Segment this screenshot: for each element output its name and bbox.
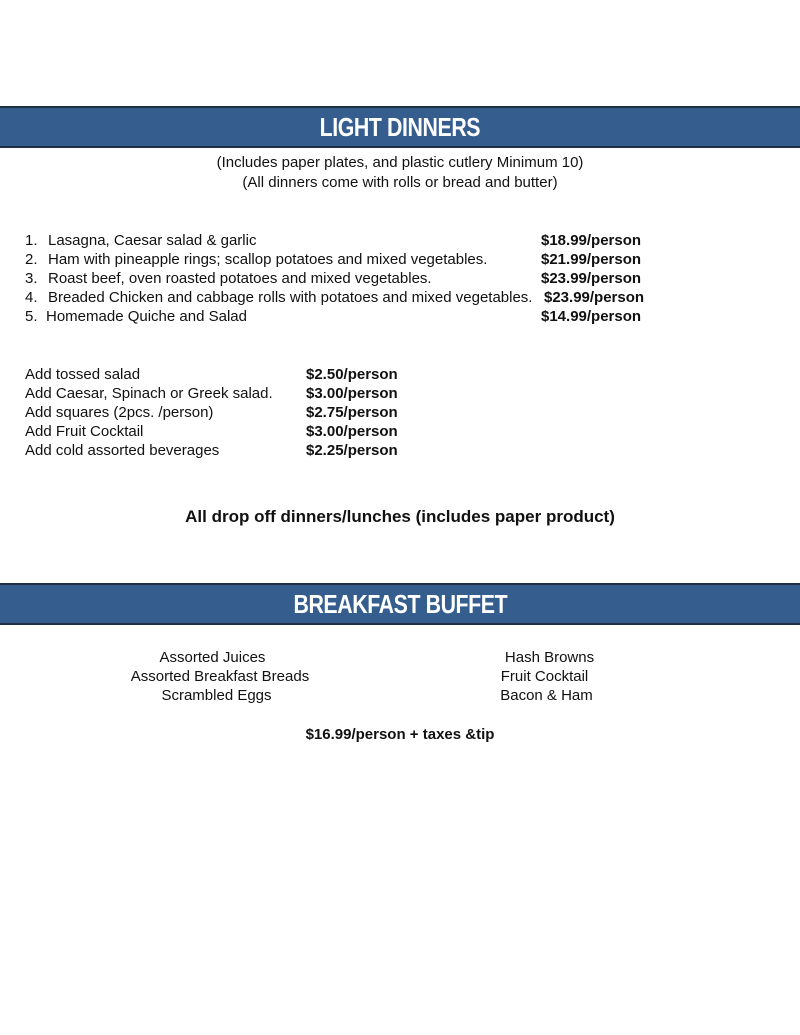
addon-price: $2.50/person	[306, 366, 398, 383]
breakfast-buffet-banner	[0, 583, 800, 625]
addon-price: $2.25/person	[306, 442, 398, 459]
breakfast-item: Scrambled Eggs	[161, 687, 272, 704]
dinner-item-price: $18.99/person	[541, 232, 642, 249]
light-dinners-note-1: (Includes paper plates, and plastic cutlery Minimum 10)	[216, 154, 584, 171]
light-dinners-note-2: (All dinners come with rolls or bread and butter)	[242, 174, 558, 191]
dinner-item-number: 4.	[25, 289, 38, 306]
addon-name: Add cold assorted beverages	[25, 442, 220, 459]
dinner-item-number: 1.	[25, 232, 38, 249]
dinner-item-number: 5.	[25, 308, 38, 325]
light-dinners-title: LIGHT DINNERS	[319, 111, 481, 142]
light-dinners-banner	[0, 106, 800, 148]
breakfast-item: Assorted Juices	[159, 649, 266, 666]
drop-off-note: All drop off dinners/lunches (includes paper product)	[185, 507, 615, 526]
dinner-item-name: Breaded Chicken and cabbage rolls with potatoes and mixed vegetables.	[48, 289, 533, 306]
dinner-item-price: $23.99/person	[544, 289, 645, 306]
addon-price: $2.75/person	[306, 404, 398, 421]
dinner-item-name: Ham with pineapple rings; scallop potatoes and mixed vegetables.	[48, 251, 488, 268]
dinner-item-price: $23.99/person	[541, 270, 642, 287]
dinner-item-name: Lasagna, Caesar salad & garlic	[48, 232, 257, 249]
dinner-item-price: $14.99/person	[541, 308, 642, 325]
dinner-item-name: Homemade Quiche and Salad	[46, 308, 247, 325]
addon-name: Add tossed salad	[25, 366, 141, 383]
dinner-item-number: 3.	[25, 270, 38, 287]
addon-name: Add Fruit Cocktail	[25, 423, 144, 440]
dinner-item-name: Roast beef, oven roasted potatoes and mixed vegetables.	[48, 270, 432, 287]
breakfast-item: Hash Browns	[504, 649, 595, 666]
breakfast-buffet-title: BREAKFAST BUFFET	[293, 588, 507, 619]
breakfast-item: Bacon & Ham	[500, 687, 593, 704]
dinner-item-number: 2.	[25, 251, 38, 268]
breakfast-item: Fruit Cocktail	[500, 668, 589, 685]
addon-price: $3.00/person	[306, 423, 398, 440]
breakfast-price: $16.99/person + taxes &tip	[305, 726, 495, 743]
dinner-item-price: $21.99/person	[541, 251, 642, 268]
breakfast-item: Assorted Breakfast Breads	[130, 668, 310, 685]
addon-name: Add squares (2pcs. /person)	[25, 404, 214, 421]
addon-name: Add Caesar, Spinach or Greek salad.	[25, 385, 273, 402]
addon-price: $3.00/person	[306, 385, 398, 402]
